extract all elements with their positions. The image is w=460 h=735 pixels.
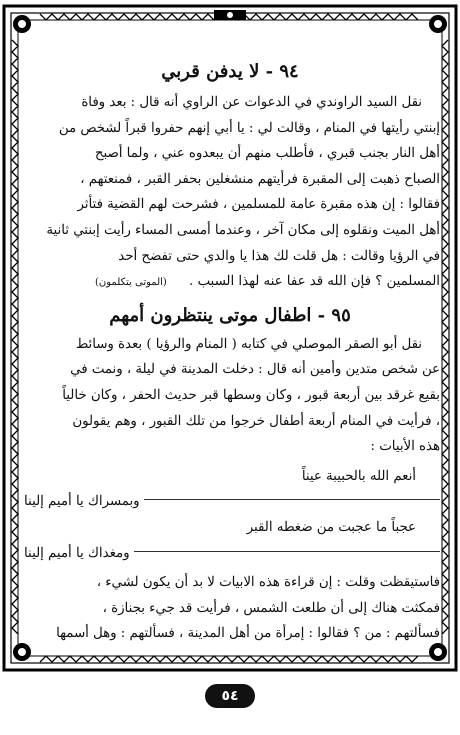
section-95-body bbox=[20, 332, 440, 460]
text-line: فاستيقظت وقلت : إن قراءة هذه الابيات لا بد أن يكون لشيء ، bbox=[96, 575, 440, 591]
poem-line bbox=[20, 464, 440, 490]
text-line: هذه الأبيات : bbox=[370, 439, 440, 455]
text-line: فقالوا : إن هذه مقبرة عامة للمسلمين ، فشرحت لهم القضية فتأثر bbox=[77, 197, 440, 213]
text-line: نقل السيد الراوندي في الدعوات عن الراوي أنه قال : بعد وفاة bbox=[81, 95, 422, 110]
text-line: أهل الميت ونقلوه إلى مكان آخر ، وعندما أمسى المساء رأيت إبنتي ثانية bbox=[46, 222, 440, 238]
poem-verse: ومغداك يا أميم إلينا bbox=[20, 541, 134, 567]
section-title-95: ٩٥ - اطفال موتى ينتظرون أمهم bbox=[109, 304, 351, 326]
poem-verse: وبمسراك يا أميم إلينا bbox=[20, 489, 144, 515]
poem-line bbox=[20, 515, 440, 541]
poem-verses bbox=[20, 464, 440, 566]
poem-line bbox=[20, 541, 440, 567]
section-title-94: ٩٤ - لا يدفن قربي bbox=[161, 61, 299, 82]
page-number: ٥٤ bbox=[205, 684, 255, 708]
text-line: ، فرأيت في المنام أربعة أطفال خرجوا من تلك القبور ، وهم يقولون bbox=[72, 413, 440, 429]
text-line-last bbox=[20, 269, 440, 296]
text-line: أهل النار بجنب قبري ، فأطلب منهم أن يبعدوه عني ، ولما أصبح bbox=[94, 146, 440, 162]
top-ornament bbox=[214, 10, 246, 20]
poem-line bbox=[20, 489, 440, 515]
text-line: فمكثت هناك إلى أن طلعت الشمس ، فرأيت قد جيء بجنازة ، bbox=[102, 600, 440, 616]
section-94-body bbox=[20, 90, 440, 296]
text-line: المسلمين ؟ فإن الله قد عفا عنه لهذا السبب . bbox=[189, 274, 440, 290]
poem-verse: أنعم الله بالحبيبة عيناً bbox=[298, 464, 420, 490]
text-line: نقل أبو الصقر الموصلي في كتابه ( المنام والرؤيا ) بعدة وسائط bbox=[75, 336, 422, 352]
text-line: عن شخص متدين وأمين أنه قال : دخلت المدينة في ليلة ، ونمت في bbox=[70, 362, 440, 378]
text-line: فسألتهم : من ؟ فقالوا : إمرأة من أهل المدينة ، فسألتهم : وهل أسمها bbox=[56, 626, 440, 642]
poem-verse: عجباً ما عجبت من ضغطه القبر bbox=[243, 515, 420, 541]
page-content bbox=[20, 58, 440, 672]
text-line: الصباح ذهبت إلى المقبرة فرأيتهم منشغلين بحفر القبر ، فمنعتهم ، bbox=[80, 171, 440, 187]
text-line: إبنتي رأيتها في المنام ، وقالت لي : يا أبي إنهم حفروا قبراً لشخص من bbox=[58, 120, 440, 136]
text-line: بقيع غرقد بين أربعة قبور ، وكان وسطها قبر حديث الحفر ، وكان خالياً bbox=[62, 387, 440, 403]
section-95-body-cont bbox=[20, 570, 440, 647]
text-line: في الرؤيا وقالت : هل قلت لك هذا يا والدي حتى تفضح أحد bbox=[118, 248, 440, 264]
source-note: (الموتى يتكلمون) bbox=[95, 277, 167, 289]
